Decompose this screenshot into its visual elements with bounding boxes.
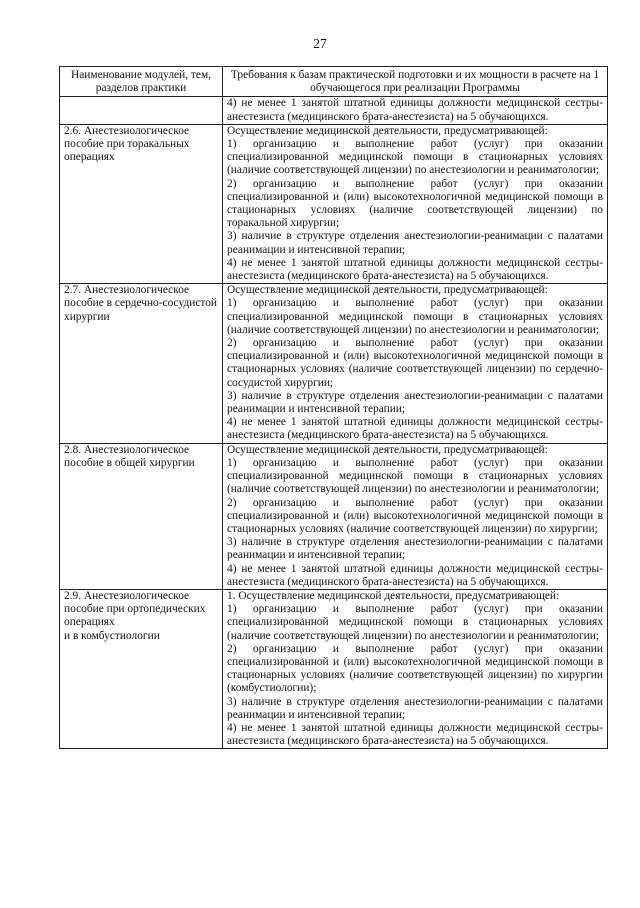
table-row <box>60 443 608 589</box>
module-title: 2.6. Анестезиологическое пособие при торакальных операциях <box>64 124 190 164</box>
table-header-row <box>60 67 608 97</box>
module-title: 2.9. Анестезиологическое пособие при ортопедических операциях <box>64 589 206 629</box>
table-row-continuation <box>60 97 608 124</box>
header-requirements-column: Требования к базам практической подготовки и их мощности в расчете на 1 обучающегося при реализации Программы <box>223 67 608 97</box>
requirements-cell <box>223 97 608 124</box>
module-cell <box>60 97 223 124</box>
module-cell <box>60 443 223 589</box>
requirement-line: 1) организацию и выполнение работ (услуг) при оказании специализированной медицинской помощи в стационарных условиях (наличие соответствующей лицензии) по анестезиологии и реаниматологии; <box>227 603 603 642</box>
requirement-line: 1) организацию и выполнение работ (услуг) при оказании специализированной медицинской помощи в стационарных условиях (наличие соответствующей лицензии) по анестезиологии и реаниматологии; <box>227 297 603 336</box>
requirement-line: 4) не менее 1 занятой штатной единицы должности медицинской сестры-анестезиста (медицинского брата-анестезиста) на 5 обучающихся. <box>227 721 603 748</box>
requirement-line: 4) не менее 1 занятой штатной единицы должности медицинской сестры-анестезиста (медицинского брата-анестезиста) на 5 обучающихся. <box>227 97 603 123</box>
header-module-column: Наименование модулей, тем, разделов практики <box>60 67 223 97</box>
requirement-line: Осуществление медицинской деятельности, предусматривающей: <box>227 124 548 137</box>
requirement-line: 2) организацию и выполнение работ (услуг) при оказании специализированной и (или) высокотехнологичной медицинской помощи в стационарных условиях (наличие соответствующей лицензии) по хирургии; <box>227 496 603 535</box>
module-title: 2.7. Анестезиологическое пособие в сердечно-сосудистой хирургии <box>64 284 218 323</box>
requirement-line: 2) организацию и выполнение работ (услуг) при оказании специализированной и (или) высокотехнологичной медицинской помощи в стационарных условиях (наличие соответствующей лицензии) по торакальной хирургии; <box>227 177 603 230</box>
requirement-line: 4) не менее 1 занятой штатной единицы должности медицинской сестры-анестезиста (медицинского брата-анестезиста) на 5 обучающихся. <box>227 256 603 283</box>
table-row <box>60 284 608 443</box>
module-cell <box>60 589 223 748</box>
table-row <box>60 124 608 283</box>
requirement-line: Осуществление медицинской деятельности, предусматривающей: <box>227 443 548 456</box>
requirement-line: 4) не менее 1 занятой штатной единицы должности медицинской сестры-анестезиста (медицинского брата-анестезиста) на 5 обучающихся. <box>227 562 603 588</box>
module-title: 2.8. Анестезиологическое пособие в общей хирургии <box>64 443 195 469</box>
module-cell <box>60 284 223 443</box>
requirement-line: 1) организацию и выполнение работ (услуг) при оказании специализированной медицинской помощи в стационарных условиях (наличие соответствующей лицензии) по анестезиологии и реаниматологии; <box>227 138 603 177</box>
requirement-line: 3) наличие в структуре отделения анестезиологии-реанимации с палатами реанимации и интенсивной терапии; <box>227 230 603 256</box>
requirement-line: 1. Осуществление медицинской деятельности, предусматривающей: <box>227 589 560 602</box>
requirements-cell <box>223 124 608 283</box>
page-number: 27 <box>313 36 327 51</box>
requirement-line: 3) наличие в структуре отделения анестезиологии-реанимации с палатами реанимации и интенсивной терапии; <box>227 389 603 416</box>
practice-bases-table <box>59 66 608 749</box>
requirement-line: 2) организацию и выполнение работ (услуг) при оказании специализированной и (или) высокотехнологичной медицинской помощи в стационарных условиях (наличие соответствующей лицензии) по хирургии (комбустиологии); <box>227 642 603 695</box>
requirement-line: 4) не менее 1 занятой штатной единицы должности медицинской сестры-анестезиста (медицинского брата-анестезиста) на 5 обучающихся. <box>227 416 603 442</box>
requirements-cell <box>223 284 608 443</box>
table-body <box>60 97 608 749</box>
requirement-line: Осуществление медицинской деятельности, предусматривающей: <box>227 284 548 297</box>
table-row <box>60 589 608 748</box>
requirements-cell <box>223 443 608 589</box>
requirement-line: 3) наличие в структуре отделения анестезиологии-реанимации с палатами реанимации и интенсивной терапии; <box>227 536 603 562</box>
requirements-cell <box>223 589 608 748</box>
requirement-line: 2) организацию и выполнение работ (услуг) при оказании специализированной и (или) высокотехнологичной медицинской помощи в стационарных условиях (наличие соответствующей лицензии) по сердечно-сосудистой хирургии; <box>227 337 603 389</box>
module-title: и в комбустиологии <box>64 629 160 642</box>
requirement-line: 3) наличие в структуре отделения анестезиологии-реанимации с палатами реанимации и интенсивной терапии; <box>227 695 603 721</box>
requirement-line: 1) организацию и выполнение работ (услуг) при оказании специализированной медицинской помощи в стационарных условиях (наличие соответствующей лицензии) по анестезиологии и реаниматологии; <box>227 456 603 496</box>
module-cell <box>60 124 223 283</box>
